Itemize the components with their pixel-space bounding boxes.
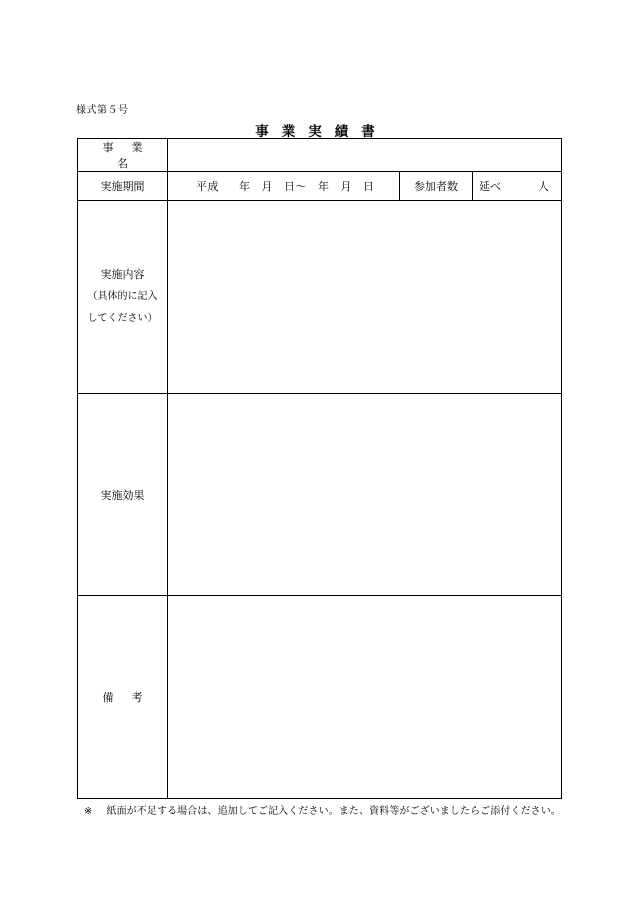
content-label: 実施内容	[100, 268, 145, 281]
effect-field[interactable]	[168, 394, 562, 596]
document-title: 事業実績書	[255, 124, 388, 140]
content-hint-line-1: （具体的に記入	[87, 291, 158, 302]
report-form-table	[77, 138, 562, 799]
period-era: 平成	[196, 180, 219, 193]
period-day-to: 日	[363, 180, 375, 193]
participants-label: 参加者数	[400, 172, 473, 201]
participants-unit: 人	[538, 180, 550, 193]
row-content	[78, 201, 562, 394]
row-effect	[78, 394, 562, 596]
content-hint-line-2: してください）	[87, 313, 158, 324]
row-period	[78, 172, 562, 201]
project-name-label: 事業名	[78, 139, 168, 172]
note-text: 紙面が不足する場合は、追加してご記入ください。また、資料等がございましたらご添付ください。	[106, 806, 561, 817]
period-field[interactable]	[168, 172, 400, 201]
period-year-to: 年	[318, 180, 330, 193]
row-project-name	[78, 139, 562, 172]
period-year-from: 年	[239, 180, 251, 193]
period-month-from: 月	[261, 180, 273, 193]
note-mark: ※	[84, 806, 93, 817]
remarks-field[interactable]	[168, 596, 562, 799]
period-label: 実施期間	[78, 172, 168, 201]
footer-note	[84, 802, 561, 817]
form-number: 様式第５号	[76, 105, 129, 116]
participants-field[interactable]	[473, 172, 562, 201]
participants-total-prefix: 延べ	[479, 180, 501, 193]
row-remarks	[78, 596, 562, 799]
effect-label: 実施効果	[78, 394, 168, 596]
period-month-to: 月	[340, 180, 352, 193]
project-name-field[interactable]	[168, 139, 562, 172]
remarks-label: 備考	[78, 596, 168, 799]
period-day-from: 日～	[284, 180, 307, 193]
content-label-cell	[78, 201, 168, 394]
content-field[interactable]	[168, 201, 562, 394]
